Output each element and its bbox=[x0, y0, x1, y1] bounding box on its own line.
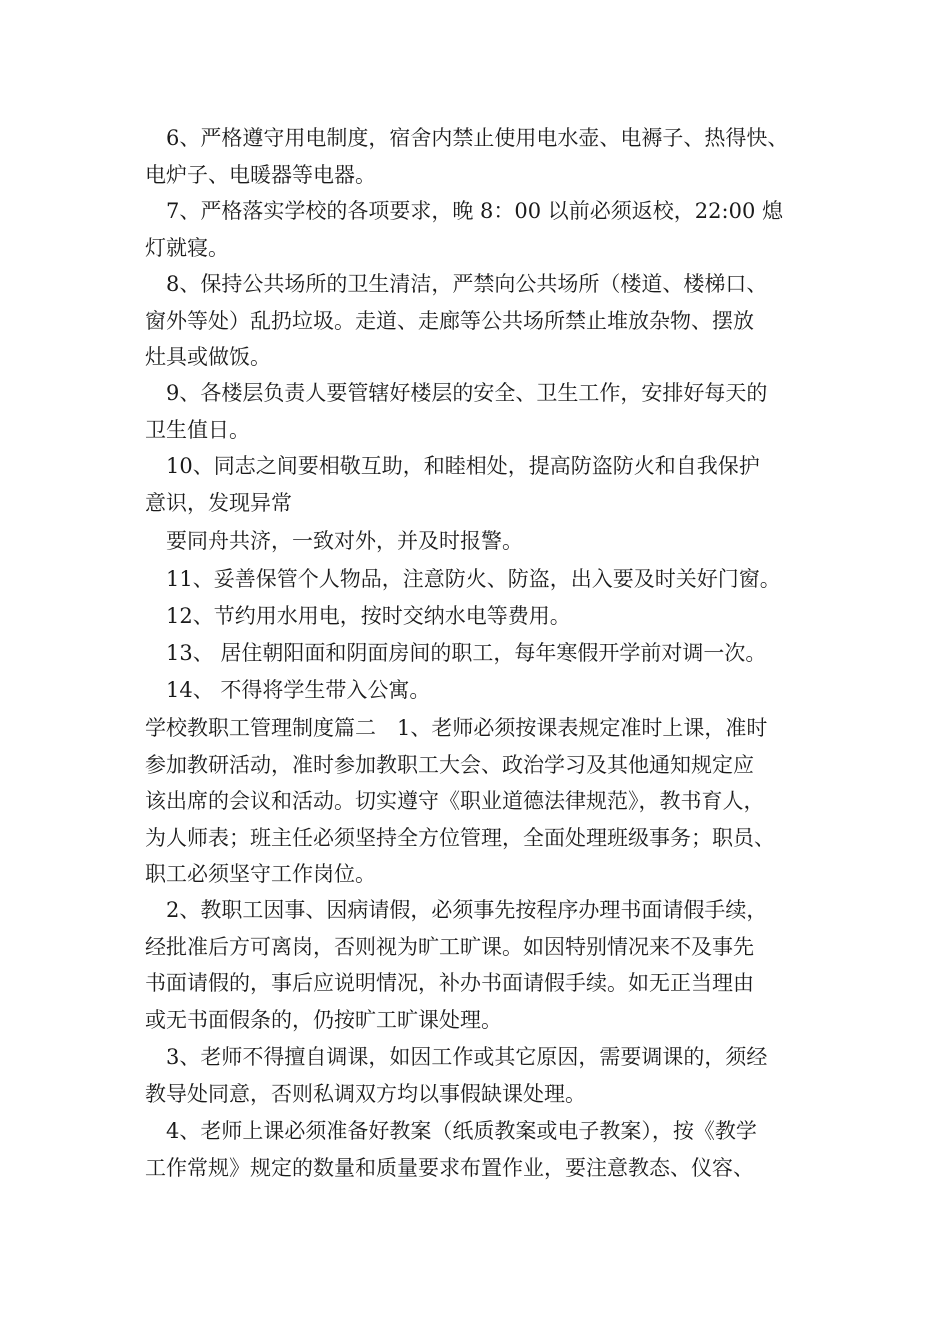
paragraph-rule-11 bbox=[145, 561, 835, 598]
text-line: 电炉子、电暖器等电器。 bbox=[145, 162, 376, 187]
text-line: 为人师表；班主任必须坚持全方位管理，全面处理班级事务；职员、 bbox=[145, 825, 775, 850]
text-line: 2、教职工因事、因病请假，必须事先按程序办理书面请假手续， bbox=[145, 898, 768, 922]
paragraph-part2-4 bbox=[145, 1113, 835, 1186]
text-line: 学校教职工管理制度篇二 1、老师必须按课表规定准时上课，准时 bbox=[145, 716, 768, 740]
paragraph-part2-1 bbox=[145, 710, 835, 893]
text-line: 职工必须坚守工作岗位。 bbox=[145, 862, 376, 887]
text-line: 该出席的会议和活动。切实遵守《职业道德法律规范》，教书育人， bbox=[145, 789, 765, 814]
text-line: 4、老师上课必须准备好教案（纸质教案或电子教案），按《教学 bbox=[145, 1119, 757, 1143]
text-line: 窗外等处）乱扔垃圾。走道、走廊等公共场所禁止堆放杂物、摆放 bbox=[145, 308, 754, 333]
text-line: 灶具或做饭。 bbox=[145, 345, 271, 370]
text-line: 经批准后方可离岗，否则视为旷工旷课。如因特别情况来不及事先 bbox=[145, 934, 754, 959]
text-line: 6、严格遵守用电制度，宿舍内禁止使用电水壶、电褥子、热得快、 bbox=[145, 126, 789, 150]
text-line: 9、各楼层负责人要管辖好楼层的安全、卫生工作，安排好每天的 bbox=[145, 381, 768, 405]
text-line: 12、节约用水用电，按时交纳水电等费用。 bbox=[145, 604, 571, 628]
text-line: 参加教研活动，准时参加教职工大会、政治学习及其他通知规定应 bbox=[145, 752, 754, 777]
text-line: 教导处同意，否则私调双方均以事假缺课处理。 bbox=[145, 1081, 586, 1106]
text-line: 卫生值日。 bbox=[145, 417, 250, 442]
paragraph-part2-3 bbox=[145, 1039, 835, 1112]
paragraph-part2-2 bbox=[145, 892, 835, 1038]
text-line: 书面请假的，事后应说明情况，补办书面请假手续。如无正当理由 bbox=[145, 971, 754, 996]
paragraph-rule-6 bbox=[145, 120, 835, 193]
text-line: 要同舟共济，一致对外，并及时报警。 bbox=[145, 529, 523, 553]
text-line: 10、同志之间要相敬互助，和睦相处，提高防盗防火和自我保护 bbox=[145, 454, 760, 478]
paragraph-rule-13 bbox=[145, 635, 835, 672]
paragraph-rule-7 bbox=[145, 193, 835, 266]
text-line: 3、老师不得擅自调课，如因工作或其它原因，需要调课的，须经 bbox=[145, 1045, 768, 1069]
text-line: 13、 居住朝阳面和阴面房间的职工，每年寒假开学前对调一次。 bbox=[145, 641, 767, 665]
text-line: 意识，发现异常 bbox=[145, 490, 292, 515]
paragraph-rule-14 bbox=[145, 672, 835, 709]
text-line: 或无书面假条的，仍按旷工旷课处理。 bbox=[145, 1007, 502, 1032]
paragraph-rule-10b bbox=[145, 523, 835, 560]
text-line: 7、严格落实学校的各项要求，晚 8：00 以前必须返校，22:00 熄 bbox=[145, 199, 783, 223]
text-line: 14、 不得将学生带入公寓。 bbox=[145, 678, 431, 702]
paragraph-rule-12 bbox=[145, 598, 835, 635]
text-line: 工作常规》规定的数量和质量要求布置作业，要注意教态、仪容、 bbox=[145, 1155, 754, 1180]
text-line: 灯就寝。 bbox=[145, 235, 229, 260]
paragraph-rule-10 bbox=[145, 448, 835, 521]
paragraph-rule-8 bbox=[145, 266, 835, 376]
paragraph-rule-9 bbox=[145, 375, 835, 448]
text-line: 8、保持公共场所的卫生清洁，严禁向公共场所（楼道、楼梯口、 bbox=[145, 272, 768, 296]
text-line: 11、妥善保管个人物品，注意防火、防盗，出入要及时关好门窗。 bbox=[145, 567, 781, 591]
